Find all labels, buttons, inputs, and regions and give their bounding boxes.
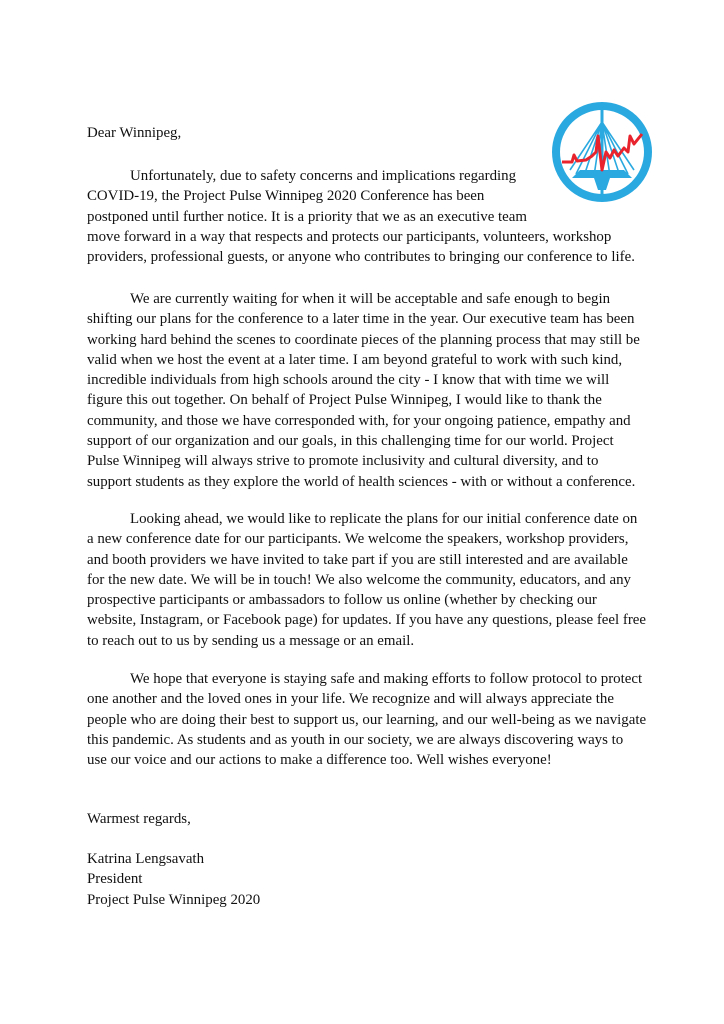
- closing-text: Warmest regards,: [87, 811, 191, 827]
- paragraph-line: working hard behind the scenes to coordinate pieces of the planning process that may still be: [87, 331, 640, 348]
- paragraph-line: providers, professional guests, or anyone who contributes to bringing our conference to life.: [87, 249, 635, 266]
- paragraph-line: shifting our plans for the conference to a later time in the year. Our executive team has been: [87, 311, 635, 328]
- closing: [87, 809, 191, 829]
- paragraph-line: support students as they explore the world of health sciences - with or without a conference.: [87, 473, 636, 490]
- paragraph-line: use our voice and our actions to make a difference too. Well wishes everyone!: [87, 752, 552, 769]
- signature-title: President: [87, 871, 143, 888]
- paragraph-line: Pulse Winnipeg will always strive to promote inclusivity and cultural diversity, and to: [87, 453, 599, 470]
- paragraph-3: [87, 509, 646, 651]
- paragraph-line: incredible individuals from high schools around the city - I know that with time we will: [87, 372, 610, 389]
- paragraph-2: [87, 289, 640, 492]
- paragraph-line: support of our organization and our goals, in this challenging time for our world. Project: [87, 433, 614, 450]
- paragraph-line: community, and those we have corresponded with, for your ongoing patience, empathy and: [87, 412, 631, 429]
- paragraph-line: one another and the loved ones in your life. We recognize and will always appreciate the: [87, 691, 614, 708]
- paragraph-line: move forward in a way that respects and protects our participants, volunteers, workshop: [87, 228, 612, 245]
- paragraph-line: Looking ahead, we would like to replicate the plans for our initial conference date on: [130, 511, 638, 527]
- paragraph-line: figure this out together. On behalf of Project Pulse Winnipeg, I would like to thank the: [87, 392, 602, 409]
- paragraph-line: a new conference date for our participants. We welcome the speakers, workshop providers,: [87, 531, 629, 548]
- signature-block: [87, 849, 260, 910]
- paragraph-line: COVID-19, the Project Pulse Winnipeg 2020 Conference has been: [87, 188, 485, 205]
- signature-name: Katrina Lengsavath: [87, 851, 205, 867]
- paragraph-line: We hope that everyone is staying safe and making efforts to follow protocol to protect: [130, 671, 643, 687]
- paragraph-line: people who are doing their best to support us, our learning, and our well-being as we navigate: [87, 711, 647, 728]
- paragraph-line: postponed until further notice. It is a priority that we as an executive team: [87, 208, 527, 225]
- paragraph-line: this pandemic. As students and as youth in our society, we are always discovering ways to: [87, 731, 624, 748]
- paragraph-line: to reach out to us by sending us a message or an email.: [87, 632, 415, 649]
- paragraph-1: [87, 166, 635, 267]
- paragraph-line: Unfortunately, due to safety concerns and implications regarding: [130, 168, 517, 184]
- paragraph-line: and booth providers we have invited to take part if you are still interested and are available: [87, 551, 628, 568]
- paragraph-line: for the new date. We will be in touch! We also welcome the community, educators, and any: [87, 571, 631, 588]
- paragraph-4: [87, 669, 646, 770]
- paragraph-line: prospective participants or ambassadors to follow us online (whether by checking our: [87, 592, 597, 609]
- paragraph-line: We are currently waiting for when it will be acceptable and safe enough to begin: [130, 291, 611, 307]
- salutation: [87, 123, 181, 143]
- paragraph-line: website, Instagram, or Facebook page) for updates. If you have any questions, please feel free: [87, 612, 647, 629]
- salutation-text: Dear Winnipeg,: [87, 125, 182, 141]
- paragraph-line: valid when we host the event at a later time. I am beyond grateful to work with such kind,: [87, 351, 623, 368]
- signature-organization: Project Pulse Winnipeg 2020: [87, 891, 261, 908]
